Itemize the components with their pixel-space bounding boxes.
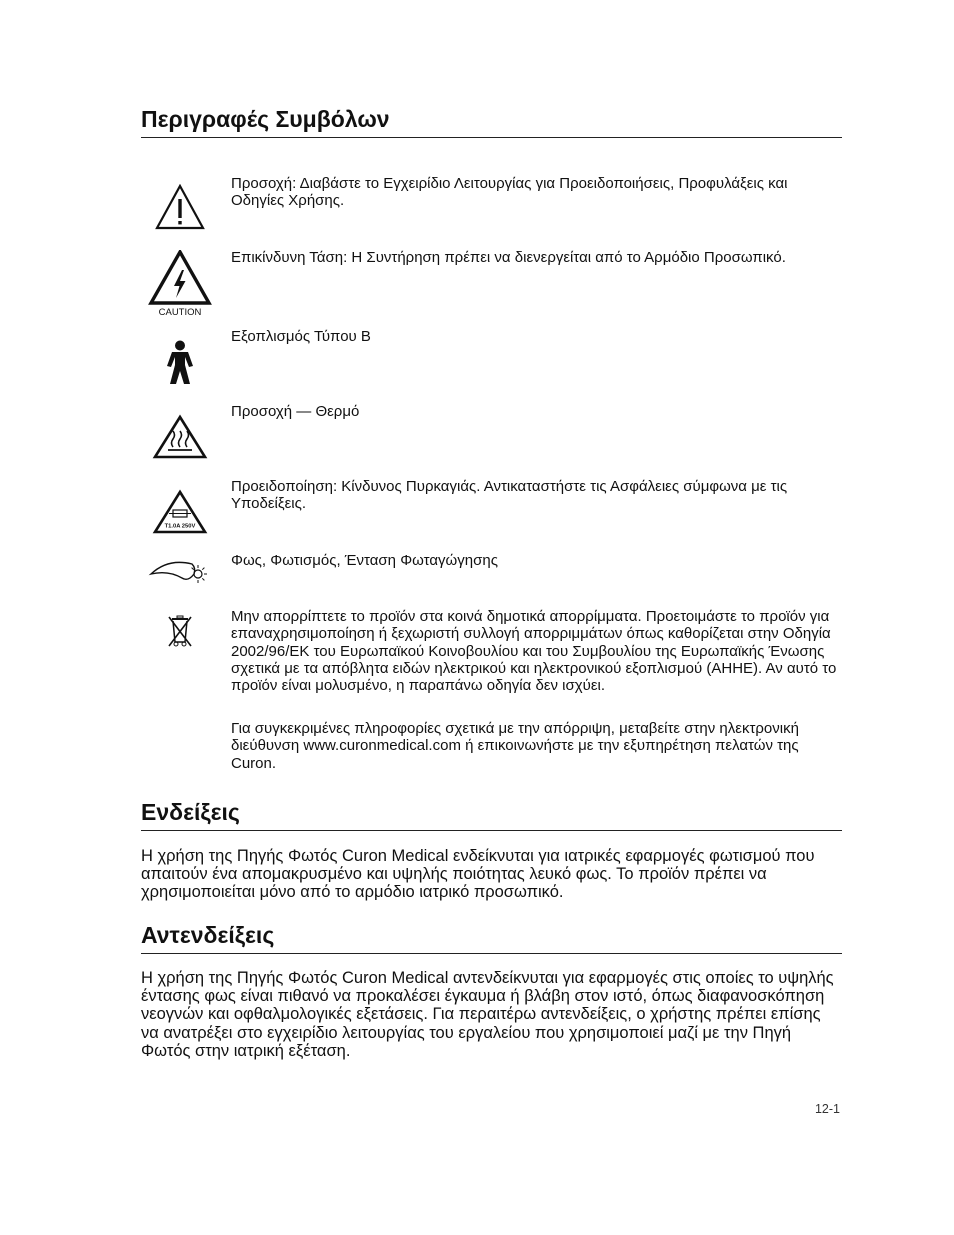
symbol-description-light: Φως, Φωτισμός, Ένταση Φωταγώγησης bbox=[231, 552, 498, 569]
contraindications-heading: Αντενδείξεις bbox=[141, 922, 842, 954]
symbols-heading: Περιγραφές Συμβόλων bbox=[141, 106, 842, 138]
weee-crossed-bin-icon bbox=[140, 613, 220, 649]
symbol-description-hot: Προσοχή — Θερμό bbox=[231, 403, 360, 420]
indications-heading: Ενδείξεις bbox=[141, 799, 842, 831]
hot-surface-icon bbox=[140, 414, 220, 460]
caution-label: CAUTION bbox=[158, 307, 202, 318]
contraindications-text: Η χρήση της Πηγής Φωτός Curon Medical αντενδείκνυται για εφαρμογές στις οποίες το υψηλής έντασης φως είναι πιθανό να προκαλέσει έγκαυμα ή βλάβη στον ιστό, όπως διαφανοσκόπηση νεογνών και οφθαλμολογικές εξετάσεις. Για περαιτέρω αντενδείξεις, ο χρήστης πρέπει επίσης να ανατρέξει στο εγχειρίδιο λειτουργίας του εργαλείου που χρησιμοποιεί μαζί με την Πηγή Φωτός στην ιατρική εξέταση. bbox=[141, 969, 834, 1060]
page-number: 12-1 bbox=[814, 1102, 840, 1116]
symbol-description-warning: Προσοχή: Διαβάστε το Εγχειρίδιο Λειτουργίας για Προειδοποιήσεις, Προφυλάξεις και Οδηγίες Χρήσης. bbox=[231, 175, 788, 210]
symbol-description-fuse: Προειδοποίηση: Κίνδυνος Πυρκαγιάς. Αντικαταστήστε τις Ασφάλειες σύμφωνα με τις Υποδείξεις. bbox=[231, 478, 788, 513]
type-b-person-icon bbox=[140, 340, 220, 386]
symbol-description-voltage: Επικίνδυνη Τάση: Η Συντήρηση πρέπει να διενεργείται από το Αρμόδιο Προσωπικό. bbox=[231, 249, 786, 266]
fuse-label: T1.0A 250V bbox=[164, 523, 196, 530]
warning-exclamation-icon bbox=[140, 184, 220, 230]
high-voltage-caution-icon bbox=[140, 250, 220, 318]
fuse-warning-icon bbox=[140, 489, 220, 535]
indications-text: Η χρήση της Πηγής Φωτός Curon Medical ενδείκνυται για ιατρικές εφαρμογές φωτισμού που απαιτούν ένα απομακρυσμένο και υψηλής ποιότητας λευκό φως. Το προϊόν πρέπει να χρησιμοποιείται μόνο από το αρμόδιο ιατρικό προσωπικό. bbox=[141, 847, 815, 902]
light-source-icon bbox=[140, 556, 220, 588]
symbol-description-weee-disposal: Για συγκεκριμένες πληροφορίες σχετικά με την απόρριψη, μεταβείτε στην ηλεκτρονική διεύθυνση www.curonmedical.com ή επικοινωνήστε με την εξυπηρέτηση πελατών της Curon. bbox=[231, 720, 799, 772]
symbol-description-weee: Μην απορρίπτετε το προϊόν στα κοινά δημοτικά απορρίμματα. Προετοιμάστε το προϊόν για επαναχρησιμοποίηση ή ξεχωριστή συλλογή απορριμμάτων όπως καθορίζεται στην Οδηγία 2002/96/ΕΚ του Ευρωπαϊκού Κοινοβουλίου και του Συμβουλίου της Ευρωπαϊκής Ένωσης σχετικά με τα απόβλητα ειδών ηλεκτρικού και ηλεκτρονικού εξοπλισμού (ΑΗΗΕ). Αν αυτό το προϊόν είναι μολυσμένο, η παραπάνω οδηγία δεν ισχύει. bbox=[231, 608, 837, 695]
symbol-description-type-b: Εξοπλισμός Τύπου B bbox=[231, 328, 371, 345]
